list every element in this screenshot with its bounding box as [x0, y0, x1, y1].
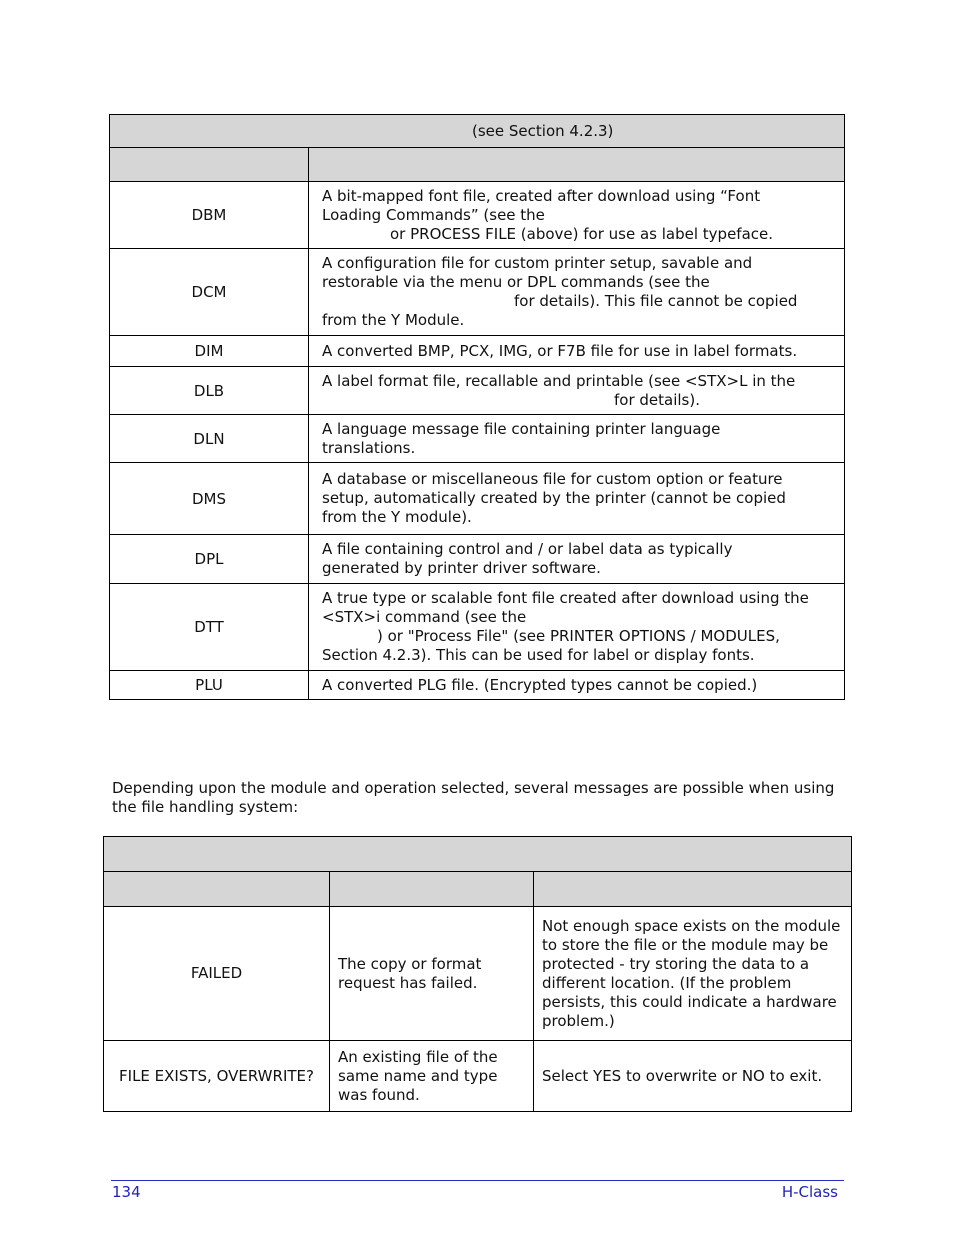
file-desc	[309, 336, 845, 367]
file-desc-line: from the Y Module.	[322, 311, 465, 329]
messages-col-header-1	[104, 872, 330, 907]
table-row	[110, 584, 845, 671]
file-ext: DPL	[110, 535, 309, 584]
file-desc-line: ) or "Process File" (see PRINTER OPTIONS / MODULES,	[377, 627, 780, 645]
table-row	[110, 182, 845, 249]
table-row	[110, 367, 845, 415]
file-desc-line: A true type or scalable font file created after download using the	[322, 589, 809, 607]
file-desc-line: for details). This file cannot be copied	[514, 292, 798, 310]
file-desc	[309, 535, 845, 584]
file-types-col-header-2	[309, 148, 845, 182]
file-desc-line: A label format file, recallable and printable (see <STX>L in the	[322, 371, 796, 390]
messages-col-header-2	[330, 872, 534, 907]
file-desc	[309, 671, 845, 700]
message-text: FILE EXISTS, OVERWRITE?	[104, 1041, 330, 1112]
message-text: FAILED	[104, 907, 330, 1041]
file-desc-line: <STX>i command (see the	[322, 608, 527, 626]
file-desc-line: A bit-mapped font file, created after download using “Font	[322, 186, 761, 205]
file-desc-line: setup, automatically created by the printer (cannot be copied	[322, 489, 786, 507]
message-action: Not enough space exists on the module to store the file or the module may be protected - try storing the data to a different location. (If the problem persists, this could indicate a hardware problem.)	[534, 907, 852, 1041]
file-desc	[309, 463, 845, 535]
file-desc-line: generated by printer driver software.	[322, 559, 601, 577]
page-number: 134	[112, 1183, 141, 1201]
messages-col-header-3	[534, 872, 852, 907]
messages-table-title	[104, 837, 852, 872]
file-ext: DMS	[110, 463, 309, 535]
file-desc-line: A converted PLG file. (Encrypted types cannot be copied.)	[322, 675, 758, 694]
file-types-table-title-text: (see Section 4.2.3)	[472, 122, 614, 140]
messages-table	[103, 836, 852, 1112]
file-desc-line: or PROCESS FILE (above) for use as label typeface.	[390, 224, 774, 243]
file-desc-line: A converted BMP, PCX, IMG, or F7B file for use in label formats.	[322, 341, 798, 360]
message-action: Select YES to overwrite or NO to exit.	[534, 1041, 852, 1112]
file-desc	[309, 249, 845, 336]
table-row	[110, 463, 845, 535]
file-ext: DLB	[110, 367, 309, 415]
table-row	[104, 1041, 852, 1112]
file-desc	[309, 182, 845, 249]
footer-rule	[111, 1180, 844, 1181]
file-desc-line: Loading Commands” (see the	[322, 205, 545, 224]
message-meaning: The copy or format request has failed.	[330, 907, 534, 1041]
file-desc	[309, 367, 845, 415]
table-row	[110, 671, 845, 700]
file-ext: DBM	[110, 182, 309, 249]
file-desc-line: Section 4.2.3). This can be used for label or display fonts.	[322, 646, 755, 664]
message-meaning: An existing file of the same name and type was found.	[330, 1041, 534, 1112]
file-desc-line: translations.	[322, 438, 416, 457]
file-ext: DIM	[110, 336, 309, 367]
file-ext: DTT	[110, 584, 309, 671]
table-row	[110, 535, 845, 584]
file-ext: DCM	[110, 249, 309, 336]
table-row	[110, 415, 845, 463]
file-desc-line: for details).	[614, 390, 700, 409]
table-row	[110, 336, 845, 367]
file-desc-line: A file containing control and / or label data as typically	[322, 540, 733, 558]
table-row	[110, 249, 845, 336]
file-types-table-title	[110, 115, 845, 148]
table-row	[104, 907, 852, 1041]
product-name: H-Class	[781, 1183, 838, 1201]
file-desc	[309, 415, 845, 463]
file-desc	[309, 584, 845, 671]
file-ext: PLU	[110, 671, 309, 700]
file-desc-line: A language message file containing printer language	[322, 419, 721, 438]
file-ext: DLN	[110, 415, 309, 463]
file-types-col-header-1	[110, 148, 309, 182]
file-desc-line: A configuration file for custom printer setup, savable and	[322, 254, 753, 272]
intro-paragraph: Depending upon the module and operation selected, several messages are possible when using the file handling system:	[112, 779, 835, 816]
file-desc-line: from the Y module).	[322, 508, 472, 526]
file-desc-line: restorable via the menu or DPL commands (see the	[322, 273, 710, 291]
file-types-table	[109, 114, 845, 700]
file-desc-line: A database or miscellaneous file for custom option or feature	[322, 470, 783, 488]
